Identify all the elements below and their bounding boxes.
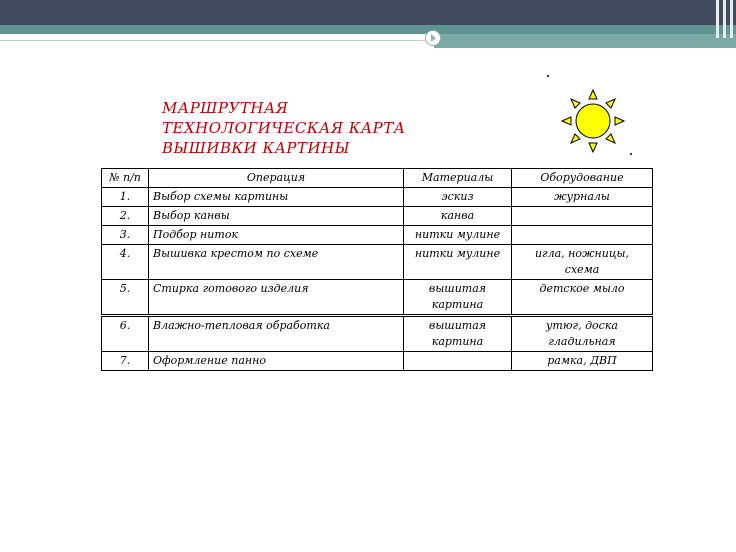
- header-operation: Операция: [149, 169, 404, 188]
- row-operation: Стирка готового изделия: [149, 280, 404, 316]
- table-row: [102, 188, 653, 207]
- row-materials: вышитая картина: [404, 316, 512, 352]
- slide-divider: [0, 40, 436, 41]
- table-row: [102, 226, 653, 245]
- slide-accent-bar-right: [434, 34, 736, 48]
- row-operation: Выбор схемы картины: [149, 188, 404, 207]
- row-num: 1.: [102, 188, 149, 207]
- row-equipment: игла, ножницы, схема: [512, 245, 653, 280]
- header-materials: Материалы: [404, 169, 512, 188]
- table-row: [102, 280, 653, 316]
- row-operation: Вышивка крестом по схеме: [149, 245, 404, 280]
- title-line-2: ТЕХНОЛОГИЧЕСКАЯ КАРТА: [162, 119, 406, 137]
- row-num: 3.: [102, 226, 149, 245]
- row-num: 7.: [102, 352, 149, 371]
- row-materials: [404, 352, 512, 371]
- row-operation: Оформление панно: [149, 352, 404, 371]
- row-materials: нитки мулине: [404, 226, 512, 245]
- corner-decoration: [712, 0, 736, 40]
- row-equipment: журналы: [512, 188, 653, 207]
- row-materials: вышитая картина: [404, 280, 512, 316]
- slide-accent-bar: [0, 25, 736, 34]
- row-materials: канва: [404, 207, 512, 226]
- table-row: [102, 352, 653, 371]
- table-header-row: [102, 169, 653, 188]
- table-row: [102, 316, 653, 352]
- row-num: 2.: [102, 207, 149, 226]
- page-title: [162, 98, 482, 158]
- title-line-1: МАРШРУТНАЯ: [162, 99, 289, 117]
- slide-top-bar: [0, 0, 736, 25]
- table-row: [102, 245, 653, 280]
- header-num: № п/п: [102, 169, 149, 188]
- row-equipment: [512, 207, 653, 226]
- row-operation: Подбор ниток: [149, 226, 404, 245]
- row-num: 5.: [102, 280, 149, 316]
- row-equipment: детское мыло: [512, 280, 653, 316]
- row-num: 6.: [102, 316, 149, 352]
- row-materials: эскиз: [404, 188, 512, 207]
- row-equipment: утюг, доска гладильная: [512, 316, 653, 352]
- row-equipment: [512, 226, 653, 245]
- row-equipment: рамка, ДВП: [512, 352, 653, 371]
- row-operation: Выбор канвы: [149, 207, 404, 226]
- route-table: [101, 168, 653, 371]
- table-row: [102, 207, 653, 226]
- header-equipment: Оборудование: [512, 169, 653, 188]
- row-materials: нитки мулине: [404, 245, 512, 280]
- row-num: 4.: [102, 245, 149, 280]
- title-line-3: ВЫШИВКИ КАРТИНЫ: [162, 139, 350, 157]
- arrow-circle-icon: [425, 30, 441, 46]
- row-operation: Влажно-тепловая обработка: [149, 316, 404, 352]
- sun-icon: [543, 68, 643, 168]
